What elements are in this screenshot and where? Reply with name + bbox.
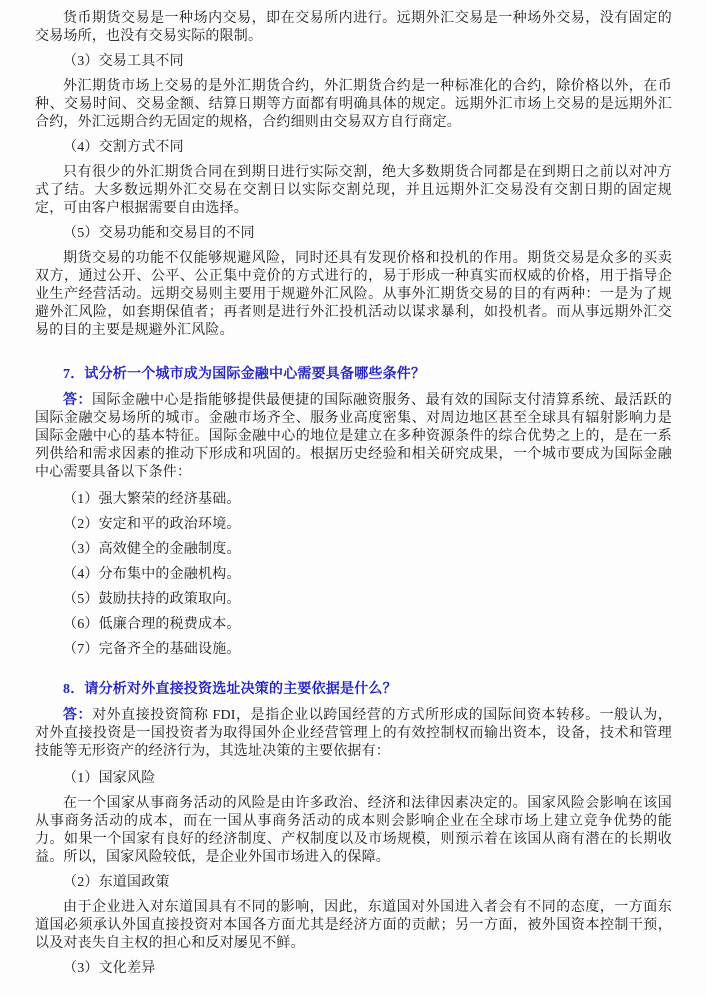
condition-item-5: （5）鼓励扶持的政策取向。 (63, 592, 241, 607)
subheading-delivery-method-differ: （4）交割方式不同 (63, 140, 184, 155)
answer-label: 答： (63, 708, 93, 723)
question-8-answer-text: 对外直接投资简称 FDI，是指企业以跨国经营的方式所形成的国际间资本转移。一般认为，对外直接投资是一国投资者为取得国外企业经营管理上的有效控制权而输出资本，设备，技术和管理技能等无形资产的经济行为，其选址决策的主要依据有： (35, 708, 672, 759)
question-7-answer (35, 392, 672, 482)
subheading-trading-tools-differ: （3）交易工具不同 (63, 54, 184, 69)
condition-item-7: （7）完备齐全的基础设施。 (63, 642, 241, 657)
answer-label: 答： (63, 393, 93, 408)
subheading-country-risk: （1）国家风险 (63, 771, 156, 786)
paragraph-country-risk: 在一个国家从事商务活动的风险是由许多政治、经济和法律因素决定的。国家风险会影响在该国从事商务活动的成本，而在一国从事商务活动的成本则会影响企业在全球市场上建立竞争优势的能力。如果一个国家有良好的经济制度、产权制度以及市场规模，则预示着在该国从商有潜在的长期收益。所以，国家风险较低，是企业外国市场进入的保障。 (35, 796, 672, 865)
condition-item-4: （4）分布集中的金融机构。 (63, 567, 241, 582)
paragraph-currency-futures-venue: 货币期货交易是一种场内交易，即在交易所内进行。远期外汇交易是一种场外交易，没有固定的交易场所，也没有交易实际的限制。 (35, 11, 672, 44)
subheading-function-purpose-differ: （5）交易功能和交易目的不同 (63, 226, 255, 241)
paragraph-host-country-policy: 由于企业进入对东道国具有不同的影响，因此，东道国对外国进入者会有不同的态度，一方面东道国必须承认外国直接投资对本国各方面尤其是经济方面的贡献；另一方面，被外国资本控制干预，以及对丧失自主权的担心和反对屡见不鲜。 (35, 900, 672, 951)
question-8-heading: 8．请分析对外直接投资选址决策的主要依据是什么？ (63, 682, 397, 697)
paragraph-trading-tools: 外汇期货市场上交易的是外汇期货合约，外汇期货合约是一种标准化的合约，除价格以外，在币种、交易时间、交易金额、结算日期等方面都有明确具体的规定。远期外汇市场上交易的是远期外汇合约，外汇远期合约无固定的规格，合约细则由交易双方自行商定。 (35, 79, 672, 130)
condition-item-2: （2）安定和平的政治环境。 (63, 517, 241, 532)
subheading-host-country-policy: （2）东道国政策 (63, 875, 170, 890)
paragraph-delivery-method: 只有很少的外汇期货合同在到期日进行实际交割，绝大多数期货合同都是在到期日之前以对冲方式了结。大多数远期外汇交易在交割日以实际交割兑现，并且远期外汇交易没有交割日期的固定规定，可由客户根据需要自由选择。 (35, 165, 672, 216)
subheading-cultural-difference: （3）文化差异 (63, 961, 156, 976)
condition-item-1: （1）强大繁荣的经济基础。 (63, 492, 241, 507)
question-7-heading: 7．试分析一个城市成为国际金融中心需要具备哪些条件？ (63, 367, 426, 382)
condition-item-6: （6）低廉合理的税费成本。 (63, 617, 241, 632)
condition-item-3: （3）高效健全的金融制度。 (63, 542, 241, 557)
question-7-answer-text: 国际金融中心是指能够提供最便捷的国际融资服务、最有效的国际支付清算系统、最活跃的国际金融交易场所的城市。金融市场齐全、服务业高度密集、对周边地区甚至全球具有辐射影响力是国际金融中心的基本特征。国际金融中心的地位是建立在多种资源条件的综合优势之上的，是在一系列供给和需求因素的推动下形成和巩固的。根据历史经验和相关研究成果，一个城市要成为国际金融中心需要具备以下条件： (35, 393, 672, 480)
paragraph-function-purpose: 期货交易的功能不仅能够规避风险，同时还具有发现价格和投机的作用。期货交易是众多的买卖双方，通过公开、公平、公正集中竞价的方式进行的，易于形成一种真实而权威的价格，用于指导企业生产经营活动。远期交易则主要用于规避外汇风险。从事外汇期货交易的目的有两种：一是为了规避外汇风险，如套期保值者；再者则是进行外汇投机活动以谋求暴利，如投机者。而从事远期外汇交易的目的主要是规避外汇风险。 (35, 251, 672, 338)
question-8-answer (35, 707, 672, 761)
